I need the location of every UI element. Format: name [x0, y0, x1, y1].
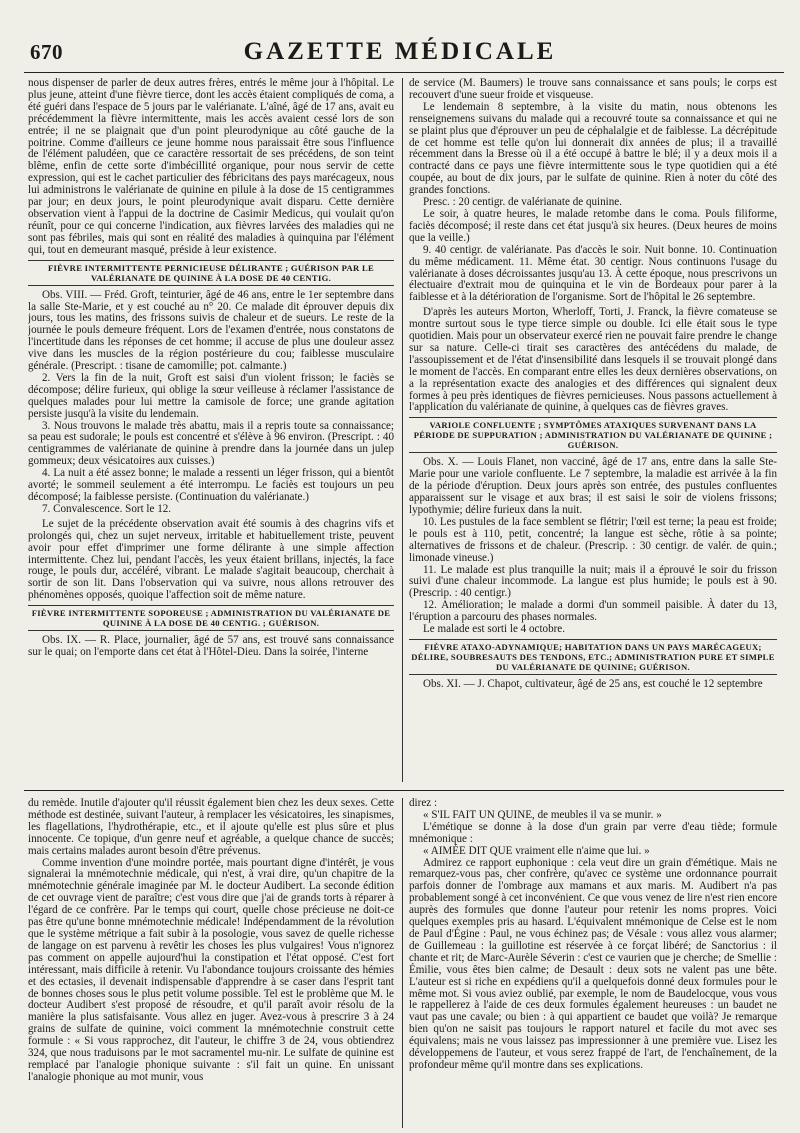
paragraph: Le lendemain 8 septembre, à la visite du matin, nous obtenons les renseignemens suivans du malade qui a recouvré toute sa connaissance et qui ne se plaint plus que d'éprouver un peu de céphalalgie et de faiblesse. La décrépitude de cet homme est telle qu'on lui donnerait dix années de plus; il a travaillé récemment dans la Bresse où il a été occupé à battre le blé; il y a deux mois il a contracté dans ce pays une fièvre intermittente sous le type quotidien qui a été coupée, au bout de dix jours, par le sulfate de quinine. Rien à noter du côté des grandes fonctions. — [409, 100, 777, 197]
paragraph: nous dispenser de parler de deux autres frères, entrés le même jour à l'hôpital. Le plus jeune, atteint d'une fièvre tierce, dont les accès étaient compliqués de coma, a été guéri dans l'espace de 5 jours par le valérianate. L'aîné, âgé de 17 ans, avait eu précédemment la fièvre intermittente, mais les accès avaient cessé lors de son entrée; il ne se plaignait que d'un point pleurodynique au côté gauche de la poitrine. Comme d'ailleurs ce jeune homme nous paraissait être sous l'influence de l'élément paludéen, que ce caractère ressortait de ses précédens, de son teint blême, enfin de cette sorte d'imbécillité organique, pour nous servir de cette expression, qui est le cachet particulier des fébricitans des pays marécageux, nous lui administrons le valérianate de quinine en pilule à la dose de 15 centigrammes par jour; en deux jours, le point pleurodynique avait disparu. Cette dernière observation vient à l'appui de la doctrine de Casimir Medicus, qui voulait qu'on réunît, pour ce qui concerne l'indication, aux fièvres larvées des maladies qui ne sont pas fébriles, mais qui sont en réalité des maladies à quinquina par l'élément qui, tout en demeurant masqué, préside à leur existence. — [28, 78, 394, 256]
bottom-left-column — [28, 798, 394, 1128]
section-heading: FIÈVRE INTERMITTENTE SOPOREUSE ; ADMINISTRATION DU VALÉRIANATE DE QUININE À LA DOSE DE 40 CENTIG. ; GUÉRISON. — [28, 605, 394, 631]
paragraph: 9. 40 centigr. de valérianate. Pas d'accès le soir. Nuit bonne. 10. Continuation du même médicament. 11. Même état. 30 centigr. Nous continuons l'usage du valérianate à doses décroissantes jusqu'au 13. À cette époque, nous prescrivons un électuaire d'extrait mou de quinquina et le vin de Bordeaux pour parer à la faiblesse et à la détérioration de l'organisme. Sort de l'hôpital le 26 septembre. — [409, 243, 777, 304]
section-heading: VARIOLE CONFLUENTE ; SYMPTÔMES ATAXIQUES SURVENANT DANS LA PÉRIODE DE SUPPURATION ; ADMINISTRATION DU VALÉRIANATE DE QUININE ; GUÉRISON. — [409, 417, 777, 453]
page-header — [24, 36, 776, 68]
paragraph: L'émétique se donne à la dose d'un grain par verre d'eau tiède; formule mnémonique : — [409, 820, 777, 845]
quote-line: « S'IL FAIT UN QUINE, de meubles il va se munir. » — [423, 808, 662, 821]
paragraph: D'après les auteurs Morton, Wherloff, Torti, J. Franck, la fièvre comateuse se montre surtout sous le type tierce simple ou double. Ici elle était sous le type quotidien. Mais pour un observateur exercé rien ne pouvait faire prendre le change sur sa nature. Celle-ci tirait ses caractères des antécédens du malade, de l'assoupissement et de l'état d'insensibilité dans lesquels il se trouvait plongé dans le moment de l'accès. En comparant entre elles les deux dernières observations, on a la représentation exacte des analogies et des différences qui signalent deux formes à peu près identiques de fièvres pernicieuses. Nous passons actuellement à l'application du valérianate de quinine, à quelques cas de fièvres graves. — [409, 306, 777, 414]
section-divider — [24, 790, 784, 791]
paragraph: Presc. : 20 centigr. de valérianate de quinine. — [423, 196, 622, 209]
header-rule — [24, 72, 784, 73]
bottom-right-column — [409, 798, 777, 1128]
column-divider — [402, 798, 403, 1128]
paragraph: Le malade est sorti le 4 octobre. — [423, 623, 566, 636]
top-left-column — [28, 78, 394, 782]
paragraph: 4. La nuit a été assez bonne; le malade a ressenti un léger frisson, qui a bientôt avorté; le sommeil seulement a été interrompu. Le faciès est toujours un peu décomposé; la faiblesse persiste. (Continuation du valérianate.) — [28, 467, 394, 503]
paragraph: 11. Le malade est plus tranquille la nuit; mais il a éprouvé le soir du frisson suivi d'une chaleur incommode. La langue est plus humide; le pouls est à 90. (Prescrip. : 40 centigr.) — [409, 563, 777, 600]
column-divider — [402, 78, 403, 782]
journal-title: GAZETTE MÉDICALE — [243, 38, 557, 65]
paragraph: Obs. VIII. — Fréd. Groft, teinturier, âgé de 46 ans, entre le 1er septembre dans la salle Ste-Marie, et y est couché au n° 20. Ce malade dit éprouver depuis dix jours, tous les matins, des frissons suivis de chaleur et de sueurs. Le reste de la journée le pouls demeure fréquent. Lors de l'examen d'entrée, nous constatons de l'incertitude dans les réponses de cet homme; il accuse de plus une douleur assez vive dans les muscles de la région postérieure du cou; faiblesse musculaire générale. (Prescript. : tisane de camomille; pot. calmante.) — [28, 288, 394, 373]
paragraph: Le soir, à quatre heures, le malade retombe dans le coma. Pouls filiforme, faciès décomposé; il reste dans cet état jusqu'à six heures. (Deux heures de moins que la veille.) — [409, 207, 777, 244]
paragraph: 7. Convalescence. Sort le 12. — [42, 502, 172, 515]
paragraph: du remède. Inutile d'ajouter qu'il réussit également bien chez les deux sexes. Cette méthode est destinée, suivant l'auteur, à remplacer les vésicatoires, les sinapismes, les flagellations, l'hydrothérapie, etc., et il ajoute qu'elle est plus sûre et plus innocente. Ce topique, d'un genre neuf et agréable, a quelque chance de succès; mais certains malades auront besoin d'être prévenus. — [28, 798, 394, 857]
paragraph: Le sujet de la précédente observation avait été soumis à des chagrins vifs et prolongés qui, chez un sujet nerveux, irritable et habituellement triste, peuvent avoir pour effet d'imprimer une forme délirante à une simple affection intermittente. Chez lui, pendant l'accès, les yeux étaient brillans, injectés, la face rouge, le pouls dur, accéléré, vibrant. Le malade s'agitait beaucoup, cherchait à sortir de son lit. Dans l'observation qui va suivre, nous allons retrouver des phénomènes opposés, quoique l'affection soit de même nature. — [28, 517, 394, 602]
top-right-column — [409, 78, 777, 782]
paragraph: 2. Vers la fin de la nuit, Groft est saisi d'un violent frisson; le faciès se décompose; délire furieux, qui oblige la sœur veilleuse à réclamer l'assistance de quelques malades pour lui mettre la camisole de force; une grande agitation persiste jusqu'à la visite du lendemain. — [28, 371, 394, 420]
paragraph: de service (M. Baumers) le trouve sans connaissance et sans pouls; le corps est recouvert d'une sueur froide et visqueuse. — [409, 78, 777, 101]
paragraph: 10. Les pustules de la face semblent se flétrir; l'œil est terne; la peau est froide; le pouls est à 110, petit, concentré; la langue est sèche, rôtie à sa pointe; alternatives de frissons et de chaleur. (Prescrip. : 30 centigr. de valér. de quin.; limonade vineuse.) — [409, 515, 777, 564]
paragraph: Comme invention d'une moindre portée, mais pourtant digne d'intérêt, je vous signalerai la mnémotechnie médicale, qui n'est, à vrai dire, qu'un chapitre de la mnémotechnie générale imaginée par M. le docteur Audibert. La seconde édition de cet ouvrage vient de paraître; c'est vous dire que j'ai de grands torts à réparer à l'égard de ce confrère. Par le temps qui court, quelle chose précieuse ne doit-ce pas être qu'une bonne mnémotechnie médicale! Indépendamment de la révolution que le système métrique a fait subir à la posologie, vous savez de quelle richesse de langage on est parvenu à revêtir les choses les plus vulgaires! Vous n'ignorez pas comment on appelle aujourd'hui la constipation et l'état opposé. C'est fort intéressant, mais difficile à retenir. Vu l'abondance toujours croissante des hémies et des ectasies, il devenait indispensable d'apprendre à se caser dans l'esprit tant de bonnes choses sous le plus petit volume possible. Tel est le problème que M. le docteur Audibert s'est proposé de résoudre, et qu'il paraît avoir résolu de la manière la plus satisfaisante. Vous allez en juger. Avez-vous à prescrire 3 à 24 grains de sulfate de quinine, voici comment la mnémotechnie construit cette formule : « Si vous rapprochez, dit l'auteur, le chiffre 3 de 24, vous obtiendrez 324, que nous traduisons par le mot sacramentel mu-nir. Le sulfate de quinine est remplacé par l'analogie phonique suivante : s'il fait un quine. En unissant l'analogie phonique au mot munir, vous — [28, 856, 394, 1083]
paragraph: Obs. IX. — R. Place, journalier, âgé de 57 ans, est trouvé sans connaissance sur le quai; on l'emporte dans cet état à l'Hôtel-Dieu. Dans la soirée, l'interne — [28, 634, 394, 659]
paragraph: Obs. XI. — J. Chapot, cultivateur, âgé de 25 ans, est couché le 12 septembre — [423, 677, 763, 690]
paragraph: direz : — [409, 798, 438, 809]
quote-line: « AIMÉE DIT QUE vraiment elle n'aime que lui. » — [423, 844, 650, 857]
paragraph: Admirez ce rapport euphonique : cela veut dire un grain d'émétique. Mais ne remarquez-vous pas, cher confrère, qu'avec ce système une ordonnance pourrait parfois donner de l'ombrage aux mamans et aux maris. M. Audibert n'a pas probablement songé à cet inconvénient. Ce que vous venez de lire n'est rien encore auprès des formules que donne l'auteur pour retenir les noms propres. Voici quelques exemples pris au hasard. L'équivalent mnémonique de Celse est le nom de Paul d'Égine : Paul, ne vous échinez pas; de Vésale : vous allez vous alarmer; de Guillemeau : la guillotine est réservée à ce forçat libéré; de Sanctorius : il chante et rit; de Marc-Aurèle Séverin : c'est ce vaurien que je cherche; de Smellie : Émilie, vous êtes bien calme; de Desault : deux sots ne valent pas une bête. L'auteur est si riche en expédiens qu'il a quelquefois donné deux formules pour le même mot. Si vous aviez oublié, par exemple, le nom de Baudelocque, vous vous le rappellerez à l'aide de ces deux formules également heureuses : un baudet ne vaut pas une cavale; ou bien : à qui appartient ce baudet que voilà? Je remarque bien qu'on ne saisit pas toujours le rapport naturel et facile du mot avec ses équivalens; mais ne vous laissez pas impressionner à une première vue. Lisez les développemens de l'auteur, et vous serez frappé de l'art, de l'enchaînement, de la profondeur même qu'il montre dans ses explications. — [409, 856, 777, 1071]
paragraph: 3. Nous trouvons le malade très abattu, mais il a repris toute sa connaissance; sa peau est sudorale; le pouls est concentré et s'élève à 96 environ. (Prescript. : 40 centigrammes de valérianate de quinine à prendre dans la journée dans un julep gommeux; deux vésicatoires aux cuisses.) — [28, 419, 394, 468]
paragraph: 12. Amélioration; le malade a dormi d'un sommeil paisible. À dater du 13, l'éruption a parcouru des phases normales. — [409, 599, 777, 624]
page-number: 670 — [30, 40, 63, 64]
paragraph: Obs. X. — Louis Flanet, non vacciné, âgé de 17 ans, entre dans la salle Ste-Marie pour une variole confluente. Le 7 septembre, la maladie est arrivée à la fin de la période d'éruption. Deux jours après son entrée, des pustules confluentes apparaissent sur le visage et aux bras; il est saisi le soir de violens frissons; lypothymie; délire furieux dans la nuit. — [409, 456, 777, 516]
section-heading: FIÈVRE INTERMITTENTE PERNICIEUSE DÉLIRANTE ; GUÉRISON PAR LE VALÉRIANATE DE QUININE À LA DOSE DE 40 CENTIG. — [28, 260, 394, 286]
section-heading: FIÈVRE ATAXO-ADYNAMIQUE; HABITATION DANS UN PAYS MARÉCAGEUX; DÉLIRE, SOUBRESAUTS DES TENDONS, ETC.; ADMINISTRATION PURE ET SIMPLE DU VALÉRIANATE DE QUININE; GUÉRISON. — [409, 639, 777, 675]
